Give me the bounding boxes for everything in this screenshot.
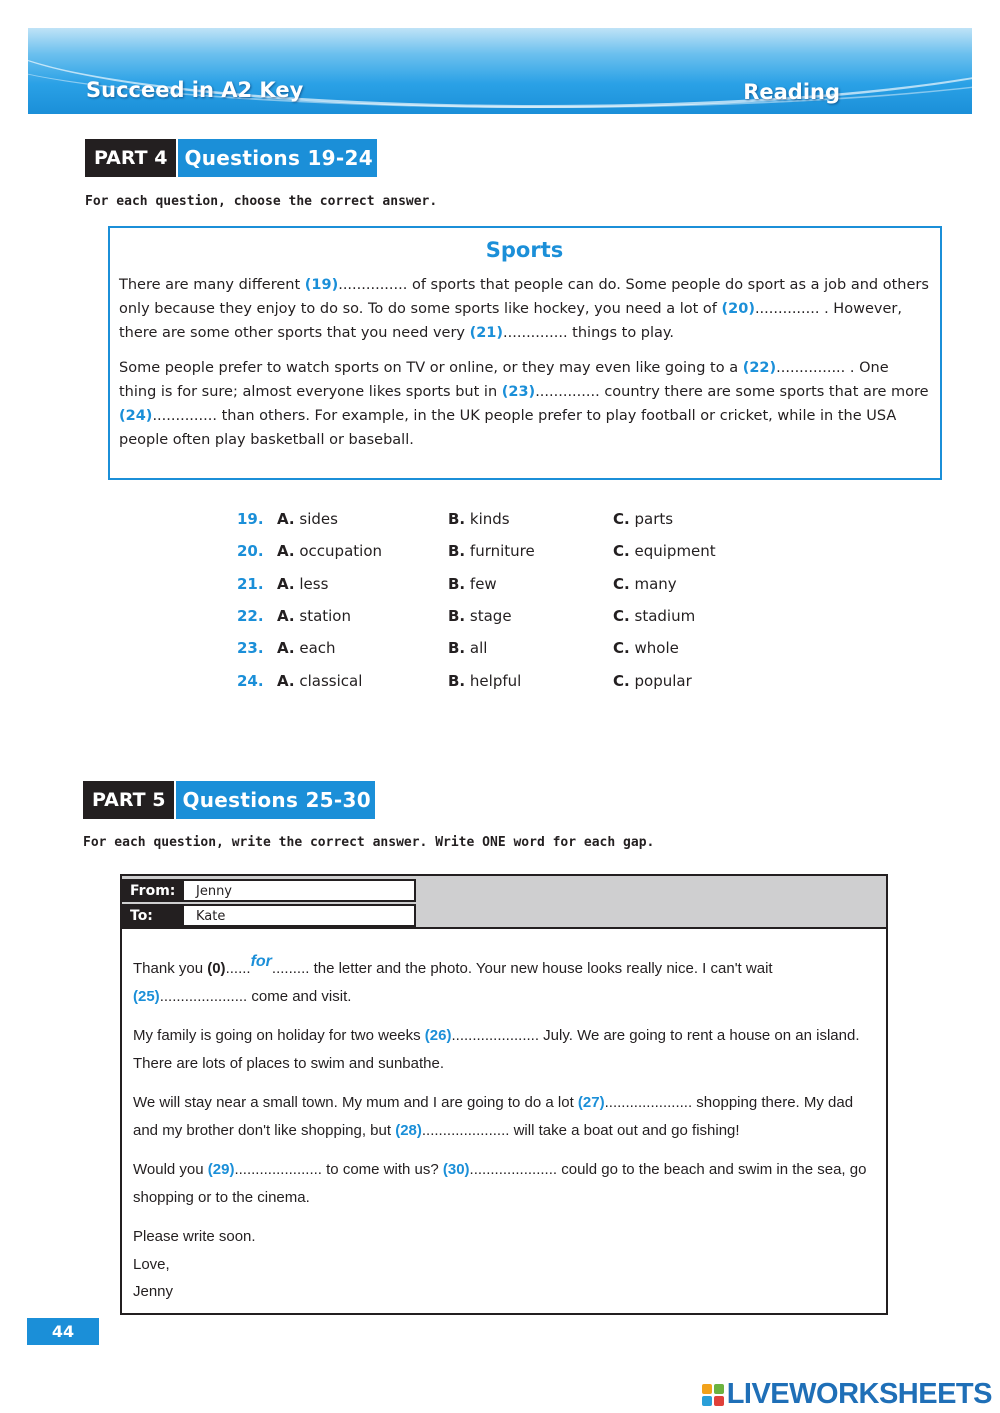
gap-26[interactable]: (26) bbox=[424, 1027, 452, 1044]
example-answer: for bbox=[250, 953, 272, 970]
option-text: less bbox=[299, 574, 329, 593]
text-run: .............. things to play. bbox=[503, 325, 675, 341]
text-run: .............. than others. For example, in the UK people prefer to play football or cricket, while in the USA people often play basketball or baseball. bbox=[119, 408, 897, 448]
option-c[interactable] bbox=[613, 575, 763, 593]
option-letter: A. bbox=[277, 574, 295, 593]
option-letter: C. bbox=[613, 607, 630, 626]
question-number: 21. bbox=[237, 574, 264, 593]
part4-range: Questions 19-24 bbox=[178, 139, 376, 177]
email-paragraph-3 bbox=[133, 1089, 876, 1144]
option-c[interactable] bbox=[613, 639, 763, 657]
part5-tag bbox=[83, 781, 375, 819]
option-letter: C. bbox=[613, 671, 630, 690]
answer-options bbox=[237, 503, 797, 697]
option-letter: A. bbox=[277, 510, 295, 529]
email-from-row bbox=[122, 879, 416, 902]
option-text: occupation bbox=[299, 542, 382, 561]
option-text: sides bbox=[299, 510, 338, 529]
option-a[interactable] bbox=[277, 607, 448, 625]
text-run: ......... the letter and the photo. Your new house looks really nice. I can't wait bbox=[271, 960, 773, 977]
part4-tag bbox=[85, 139, 377, 177]
text-run: ..................... come and visit. bbox=[159, 987, 352, 1005]
question-number: 23. bbox=[237, 639, 264, 658]
question-row-21 bbox=[237, 568, 797, 600]
option-text: popular bbox=[634, 671, 692, 690]
text-run: ............... . One thing is for sure; almost everyone likes sports but in bbox=[119, 360, 889, 400]
gap-25[interactable]: (25) bbox=[133, 987, 160, 1005]
email-closing-1: Please write soon. bbox=[133, 1228, 256, 1245]
question-row-22 bbox=[237, 600, 797, 632]
text-run: ...... bbox=[225, 960, 251, 977]
option-text: stadium bbox=[634, 607, 696, 626]
option-letter: C. bbox=[613, 639, 630, 658]
email-signature: Jenny bbox=[133, 1283, 174, 1300]
option-letter: C. bbox=[613, 574, 630, 593]
option-text: whole bbox=[634, 639, 679, 658]
gap-29[interactable]: (29) bbox=[207, 1161, 235, 1178]
question-row-24 bbox=[237, 664, 797, 696]
option-text: few bbox=[469, 574, 497, 593]
section-title: Reading bbox=[743, 80, 840, 104]
text-run: ..................... July. We are going to rent a house on an island. There are lots of places to swim and sunbathe. bbox=[133, 1027, 860, 1072]
reading-paragraph-1 bbox=[119, 273, 930, 345]
question-number: 22. bbox=[237, 607, 264, 626]
gap-24[interactable]: (24) bbox=[119, 408, 153, 424]
option-text: each bbox=[299, 639, 336, 658]
gap-23[interactable]: (23) bbox=[501, 384, 536, 400]
email-header bbox=[122, 876, 886, 929]
part4-instruction: For each question, choose the correct answer. bbox=[85, 194, 438, 209]
gap-19[interactable]: (19) bbox=[304, 277, 339, 293]
logo-block bbox=[702, 1384, 712, 1394]
email-to-label: To: bbox=[122, 904, 182, 927]
option-b[interactable] bbox=[448, 575, 613, 593]
text-run: .............. . However, there are some other sports that you need very bbox=[119, 301, 902, 341]
question-row-20 bbox=[237, 535, 797, 567]
option-letter: B. bbox=[448, 542, 466, 561]
watermark bbox=[702, 1378, 992, 1411]
text-run: Would you bbox=[133, 1161, 208, 1178]
option-b[interactable] bbox=[448, 510, 613, 528]
option-letter: A. bbox=[277, 607, 295, 626]
question-row-23 bbox=[237, 632, 797, 664]
option-a[interactable] bbox=[277, 510, 448, 528]
option-text: many bbox=[634, 574, 677, 593]
gap-21[interactable]: (21) bbox=[469, 325, 504, 341]
email-to-value: Kate bbox=[182, 904, 416, 927]
book-title: Succeed in A2 Key bbox=[86, 78, 304, 102]
part4-label: PART 4 bbox=[85, 139, 178, 177]
email-paragraph-1 bbox=[133, 955, 876, 1010]
option-letter: B. bbox=[448, 607, 466, 626]
option-letter: B. bbox=[448, 510, 466, 529]
option-a[interactable] bbox=[277, 542, 448, 560]
option-text: all bbox=[469, 639, 488, 658]
text-run: ..................... will take a boat out and go fishing! bbox=[421, 1121, 740, 1139]
option-text: helpful bbox=[469, 671, 522, 690]
reading-paragraph-2 bbox=[119, 356, 930, 452]
reading-title: Sports bbox=[485, 238, 564, 262]
text-run: ............... of sports that people can do. Some people do sport as a job and others only because they enjoy to do so. To do some sports like hockey, you need a lot of bbox=[119, 277, 929, 317]
email-paragraph-2 bbox=[133, 1022, 876, 1077]
gap-0: (0) bbox=[207, 960, 226, 977]
email-to-row bbox=[122, 904, 416, 927]
text-run: ..................... could go to the beach and swim in the sea, go shopping or to the cinema. bbox=[133, 1161, 867, 1206]
option-c[interactable] bbox=[613, 510, 763, 528]
option-letter: C. bbox=[613, 542, 630, 561]
option-text: classical bbox=[299, 671, 363, 690]
option-c[interactable] bbox=[613, 542, 763, 560]
part5-instruction: For each question, write the correct answer. Write ONE word for each gap. bbox=[83, 835, 655, 850]
gap-22[interactable]: (22) bbox=[742, 360, 777, 376]
option-c[interactable] bbox=[613, 672, 763, 690]
option-letter: A. bbox=[277, 542, 295, 561]
text-run: My family is going on holiday for two weeks bbox=[133, 1027, 425, 1044]
question-row-19 bbox=[237, 503, 797, 535]
part5-range: Questions 25-30 bbox=[176, 781, 374, 819]
option-letter: B. bbox=[448, 671, 466, 690]
email-from-label: From: bbox=[122, 879, 182, 902]
text-run: Thank you bbox=[133, 960, 208, 977]
option-a[interactable] bbox=[277, 639, 448, 657]
option-text: kinds bbox=[469, 510, 510, 529]
option-text: station bbox=[299, 607, 351, 626]
text-run: We will stay near a small town. My mum and I are going to do a lot bbox=[133, 1094, 578, 1111]
question-number: 19. bbox=[237, 510, 264, 529]
text-run: There are many different bbox=[119, 277, 305, 293]
option-b[interactable] bbox=[448, 607, 613, 625]
gap-30[interactable]: (30) bbox=[442, 1161, 470, 1178]
option-c[interactable] bbox=[613, 607, 763, 625]
liveworksheets-logo-icon bbox=[702, 1384, 724, 1406]
gap-20[interactable]: (20) bbox=[721, 301, 755, 317]
gap-28[interactable]: (28) bbox=[395, 1121, 422, 1139]
header-banner bbox=[28, 28, 972, 114]
part5-label: PART 5 bbox=[83, 781, 176, 819]
reading-text-box bbox=[108, 226, 942, 480]
page-number: 44 bbox=[27, 1318, 99, 1345]
text-run: .............. country there are some sports that are more bbox=[535, 384, 929, 400]
option-letter: B. bbox=[448, 639, 466, 658]
email-body bbox=[122, 929, 886, 1306]
option-letter: A. bbox=[277, 639, 295, 658]
option-letter: B. bbox=[448, 574, 466, 593]
option-a[interactable] bbox=[277, 672, 448, 690]
option-text: equipment bbox=[634, 542, 716, 561]
option-b[interactable] bbox=[448, 672, 613, 690]
email-box bbox=[120, 874, 888, 1315]
option-letter: C. bbox=[613, 510, 630, 529]
watermark-text: LIVEWORKSHEETS bbox=[726, 1378, 992, 1410]
email-from-value: Jenny bbox=[182, 879, 416, 902]
text-run: ..................... to come with us? bbox=[234, 1161, 443, 1178]
option-text: stage bbox=[469, 607, 512, 626]
question-number: 20. bbox=[237, 542, 264, 561]
logo-block bbox=[714, 1396, 724, 1406]
option-letter: A. bbox=[277, 671, 295, 690]
text-run: Some people prefer to watch sports on TV or online, or they may even like going to a bbox=[119, 360, 743, 376]
email-closing-2: Love, bbox=[133, 1255, 170, 1273]
logo-block bbox=[714, 1384, 724, 1394]
text-run: ..................... shopping there. My dad and my brother don't like shopping, but bbox=[133, 1094, 854, 1139]
question-number: 24. bbox=[237, 671, 264, 690]
option-b[interactable] bbox=[448, 639, 613, 657]
option-b[interactable] bbox=[448, 542, 613, 560]
option-a[interactable] bbox=[277, 575, 448, 593]
gap-27[interactable]: (27) bbox=[577, 1094, 605, 1111]
email-paragraph-4 bbox=[133, 1156, 876, 1211]
option-text: parts bbox=[634, 510, 674, 529]
option-text: furniture bbox=[469, 542, 535, 561]
logo-block bbox=[702, 1396, 712, 1406]
